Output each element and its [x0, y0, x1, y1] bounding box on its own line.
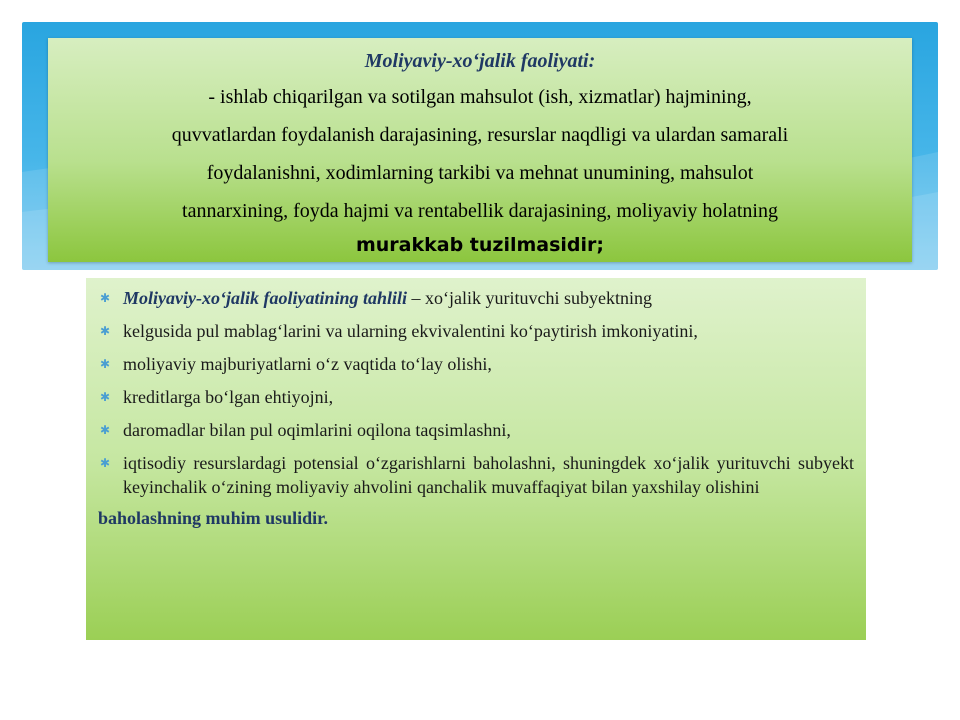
definition-line: quvvatlardan foydalanish darajasining, resurslar naqdligi va ulardan samarali: [171, 124, 789, 146]
analysis-term: Moliyaviy-xo‘jalik faoliyatining tahlili: [123, 288, 407, 308]
list-item: [98, 319, 854, 343]
definition-line: foydalanishni, xodimlarning tarkibi va mehnat unumining, mahsulot: [206, 162, 754, 184]
asterisk-bullet-icon: ✱: [100, 357, 111, 371]
asterisk-bullet-icon: ✱: [100, 390, 111, 404]
list-item: [98, 385, 854, 409]
list-item-text: kreditlarga bo‘lgan ehtiyojni,: [123, 387, 334, 407]
list-item: [98, 451, 854, 499]
asterisk-bullet-icon: ✱: [100, 456, 111, 470]
definition-closing: murakkab tuzilmasidir;: [355, 234, 605, 256]
definition-title: Moliyaviy-xo‘jalik faoliyati:: [364, 50, 596, 72]
list-item: [98, 418, 854, 442]
asterisk-bullet-icon: ✱: [100, 291, 111, 305]
asterisk-bullet-icon: ✱: [100, 324, 111, 338]
definition-line: tannarxining, foyda hajmi va rentabellik darajasining, moliyaviy holatning: [182, 200, 778, 222]
asterisk-bullet-icon: ✱: [100, 423, 111, 437]
list-item: [98, 286, 854, 310]
list-item: [98, 352, 854, 376]
list-item-text: daromadlar bilan pul oqimlarini oqilona taqsimlashni,: [123, 420, 511, 440]
list-item-text: – xo‘jalik yurituvchi subyektning: [407, 288, 652, 308]
list-item-text: kelgusida pul mablag‘larini va ularning ekvivalentini ko‘paytirish imkoniyatini,: [123, 321, 698, 341]
bullet-list: [98, 286, 854, 499]
conclusion-text: baholashning muhim usulidir.: [98, 508, 328, 528]
list-item-text: iqtisodiy resurslardagi potensial o‘zgarishlarni baholashni, shuningdek xo‘jalik yurituvchi subyekt keyinchalik o‘zining moliyaviy ahvolini qanchalik muvaffaqiyat bilan yaxshilay olishini: [123, 453, 854, 497]
list-item-text: moliyaviy majburiyatlarni o‘z vaqtida to‘lay olishi,: [123, 354, 492, 374]
definition-box: [48, 38, 912, 262]
definition-line: - ishlab chiqarilgan va sotilgan mahsulot (ish, xizmatlar) hajmining,: [208, 86, 752, 108]
analysis-box: [86, 278, 866, 640]
